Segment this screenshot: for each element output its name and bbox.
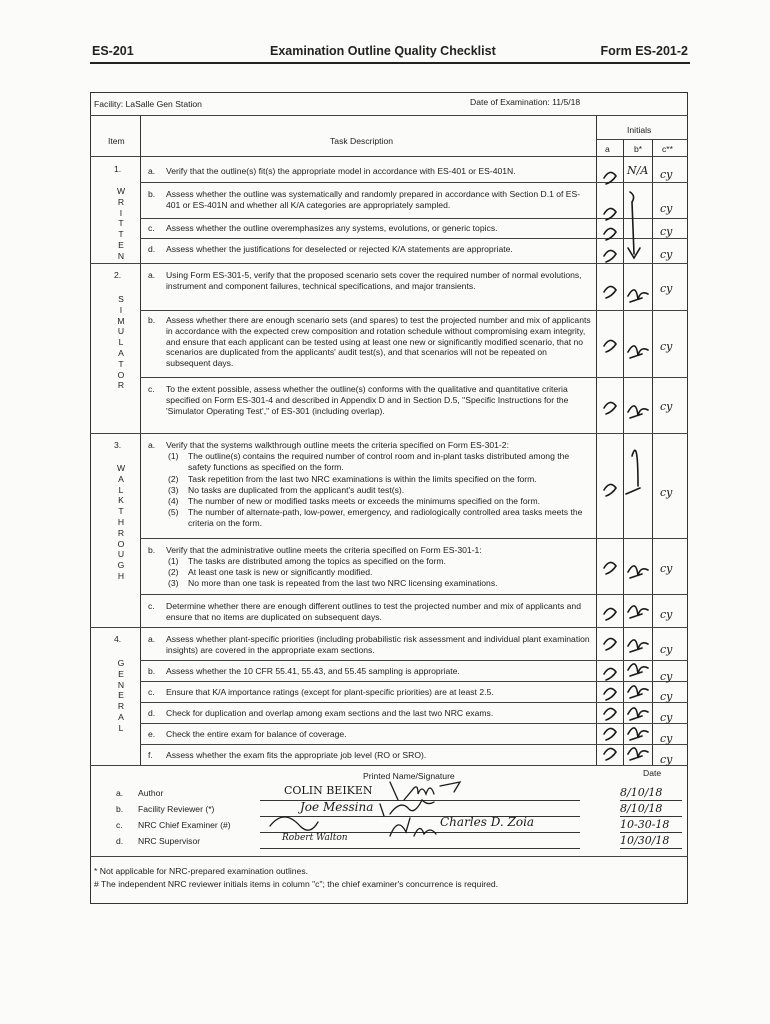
footnote-2: # The independent NRC reviewer initials items in column "c"; the chief examiner's concurrence is required. bbox=[94, 879, 499, 889]
signature-chief-examiner: Charles D. Zoia bbox=[440, 815, 535, 829]
section-vertical-label: W R I T T E N bbox=[116, 186, 126, 261]
signature-author: COLIN BEIKEN bbox=[284, 784, 373, 797]
handwritten-initials bbox=[596, 156, 688, 766]
printed-name-header: Printed Name/Signature bbox=[363, 771, 455, 781]
item-text: Assess whether there are enough scenario sets (and spares) to test the projected number and mix of applicants in accordance with the expected crew composition and rotation schedule without compromising exam integrity, and ensure that each applicant can be tested using at least one new or significantly modified scenario, that no scenarios are duplicated from the applicants' audit test(s), and that scenarios will not be repeated on subsequent days. bbox=[166, 315, 591, 369]
item-text: Determine whether there are enough different outlines to test the projected number and mix of applicants and ensure that no items are duplicated on subsequent days. bbox=[166, 601, 581, 622]
form-title: Examination Outline Quality Checklist bbox=[270, 44, 496, 58]
signature-scribbles bbox=[380, 780, 520, 850]
col-a: a bbox=[605, 144, 610, 154]
role-author: Author bbox=[138, 788, 164, 798]
item-text: Verify that the systems walkthrough outline meets the criteria specified on Form ES-301-2: bbox=[166, 440, 509, 450]
item-text: Assess whether the outline overemphasizes any systems, evolutions, or generic topics. bbox=[166, 223, 498, 233]
section-vertical-label: W A L K T H R O U G H bbox=[116, 463, 126, 581]
item-text: Assess whether the justifications for deselected or rejected K/A statements are appropriate. bbox=[166, 244, 513, 254]
item-text: Assess whether the exam fits the appropriate job level (RO or SRO). bbox=[166, 750, 427, 760]
form-number: Form ES-201-2 bbox=[600, 44, 688, 58]
item-text: Check for duplication and overlap among exam sections and the last two NRC exams. bbox=[166, 708, 494, 718]
col-c: c** bbox=[662, 144, 673, 154]
form-id: ES-201 bbox=[92, 44, 134, 58]
item-text: Verify that the outline(s) fit(s) the appropriate model in accordance with ES-401 or ES-401N. bbox=[166, 166, 516, 176]
section-vertical-label: S I M U L A T O R bbox=[117, 294, 125, 391]
col-b: b* bbox=[634, 144, 643, 154]
col-initials: Initials bbox=[627, 125, 652, 135]
item-text: Assess whether plant-specific priorities (including probabilistic risk assessment and individual plant examination insights) are covered in the appropriate exam sections. bbox=[166, 634, 590, 655]
date-header: Date bbox=[643, 768, 662, 778]
item-text: Check the entire exam for balance of coverage. bbox=[166, 729, 347, 739]
section-number: 4. bbox=[114, 634, 122, 644]
item-text: Verify that the administrative outline meets the criteria specified on Form ES-301-1: bbox=[166, 545, 482, 555]
col-task: Task Description bbox=[330, 136, 394, 146]
form-header bbox=[90, 44, 690, 60]
signature-nrc-supervisor: Robert Walton bbox=[282, 833, 348, 843]
facility-label: Facility: LaSalle Gen Station bbox=[94, 99, 202, 109]
footnote-1: * Not applicable for NRC-prepared examination outlines. bbox=[94, 866, 309, 876]
section-number: 1. bbox=[114, 164, 122, 174]
item-text: Assess whether the outline was systematically and randomly prepared in accordance with Section D.1 of ES-401 or ES-401N and whether all K/A categories are appropriately sampled. bbox=[166, 189, 581, 210]
section-number: 2. bbox=[114, 270, 122, 280]
role-chief-examiner: NRC Chief Examiner (#) bbox=[138, 820, 231, 830]
date-nrc-supervisor: 10/30/18 bbox=[620, 834, 670, 847]
section-vertical-label: G E N E R A L bbox=[117, 658, 125, 733]
col-item: Item bbox=[108, 136, 125, 146]
header-rule bbox=[90, 62, 690, 64]
role-nrc-supervisor: NRC Supervisor bbox=[138, 836, 201, 846]
exam-date: Date of Examination: 11/5/18 bbox=[470, 97, 581, 107]
item-text: Using Form ES-301-5, verify that the proposed scenario sets cover the required number of normal evolutions, instrument and component failures, technical specifications, and major transients. bbox=[166, 270, 582, 291]
item-text: Ensure that K/A importance ratings (except for plant-specific priorities) are at least 2.5. bbox=[166, 687, 494, 697]
date-chief-examiner: 10-30-18 bbox=[620, 818, 670, 831]
item-text: Assess whether the 10 CFR 55.41, 55.43, and 55.45 sampling is appropriate. bbox=[166, 666, 460, 676]
na-initials: N/A bbox=[627, 164, 649, 177]
date-facility-reviewer: 8/10/18 bbox=[620, 802, 663, 815]
item-text: To the extent possible, assess whether the outline(s) conforms with the qualitative and quantitative criteria specified on Form ES-301-4 and described in Appendix D and in Section D.5, "Specific Instructions for the 'Simulator Operating Test'," of ES-301 (including overlap). bbox=[166, 384, 569, 416]
role-facility-reviewer: Facility Reviewer (*) bbox=[138, 804, 215, 814]
date-author: 8/10/18 bbox=[620, 786, 663, 799]
signature-facility-reviewer: Joe Messina bbox=[300, 800, 374, 814]
section-number: 3. bbox=[114, 440, 122, 450]
